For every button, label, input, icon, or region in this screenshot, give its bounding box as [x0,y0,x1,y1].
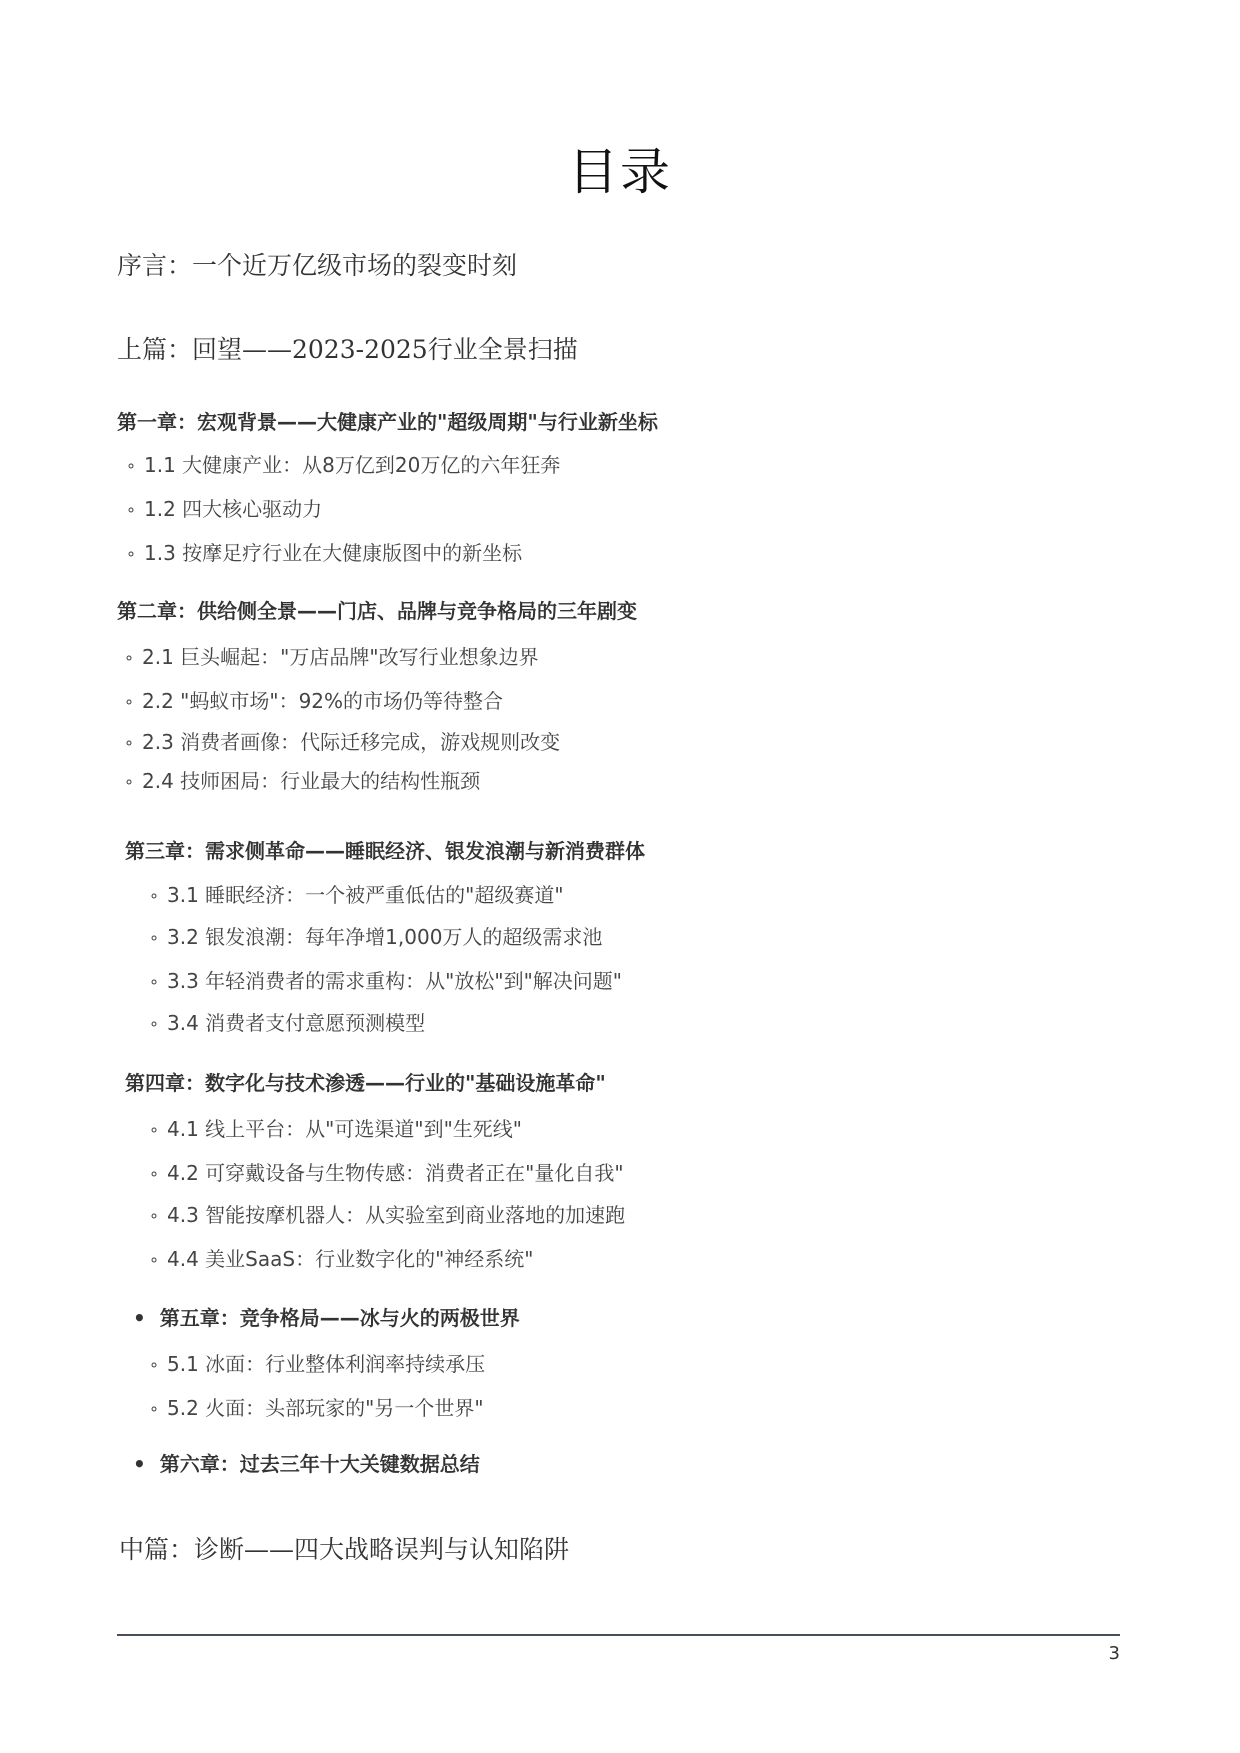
toc-part-1[interactable]: 上篇：回望——2023-2025行业全景扫描 [117,335,578,364]
toc-chapter-5[interactable]: • 第五章：竞争格局——冰与火的两极世界 [133,1306,520,1330]
toc-section-3-2[interactable]: ∘ 3.2 银发浪潮：每年净增1,000万人的超级需求池 [149,925,603,949]
toc-section-1-3[interactable]: ∘ 1.3 按摩足疗行业在大健康版图中的新坐标 [126,541,523,565]
footer-divider [117,1634,1120,1636]
toc-section-5-1[interactable]: ∘ 5.1 冰面：行业整体利润率持续承压 [149,1352,486,1376]
bullet-ring-icon: ∘ [124,733,135,752]
bullet-ring-icon: ∘ [149,1014,160,1033]
toc-section-3-3[interactable]: ∘ 3.3 年轻消费者的需求重构：从"放松"到"解决问题" [149,969,622,993]
bullet-ring-icon: ∘ [149,1250,160,1269]
toc-preface[interactable]: 序言：一个近万亿级市场的裂变时刻 [117,251,518,280]
toc-section-4-4[interactable]: ∘ 4.4 美业SaaS：行业数字化的"神经系统" [149,1247,534,1271]
toc-chapter-2[interactable]: 第二章：供给侧全景——门店、品牌与竞争格局的三年剧变 [117,599,637,623]
bullet-ring-icon: ∘ [149,928,160,947]
toc-chapter-1[interactable]: 第一章：宏观背景——大健康产业的"超级周期"与行业新坐标 [117,410,658,434]
bullet-ring-icon: ∘ [149,886,160,905]
toc-section-3-1[interactable]: ∘ 3.1 睡眠经济：一个被严重低估的"超级赛道" [149,883,564,907]
toc-section-5-2[interactable]: ∘ 5.2 火面：头部玩家的"另一个世界" [149,1396,484,1420]
toc-section-2-1[interactable]: ∘ 2.1 巨头崛起："万店品牌"改写行业想象边界 [124,645,539,669]
bullet-ring-icon: ∘ [149,1164,160,1183]
toc-chapter-4[interactable]: 第四章：数字化与技术渗透——行业的"基础设施革命" [125,1071,606,1095]
bullet-ring-icon: ∘ [149,1120,160,1139]
page-number: 3 [1108,1643,1120,1664]
bullet-ring-icon: ∘ [124,772,135,791]
page-title: 目录 [568,143,672,201]
toc-part-2[interactable]: 中篇：诊断——四大战略误判与认知陷阱 [119,1535,570,1564]
bullet-ring-icon: ∘ [126,456,137,475]
toc-section-4-3[interactable]: ∘ 4.3 智能按摩机器人：从实验室到商业落地的加速跑 [149,1203,626,1227]
bullet-dot-icon: • [133,1306,146,1330]
toc-section-1-2[interactable]: ∘ 1.2 四大核心驱动力 [126,497,323,521]
bullet-ring-icon: ∘ [126,500,137,519]
toc-section-4-2[interactable]: ∘ 4.2 可穿戴设备与生物传感：消费者正在"量化自我" [149,1161,624,1185]
toc-chapter-6[interactable]: • 第六章：过去三年十大关键数据总结 [133,1452,480,1476]
toc-section-2-2[interactable]: ∘ 2.2 "蚂蚁市场"：92%的市场仍等待整合 [124,689,504,713]
bullet-ring-icon: ∘ [149,1355,160,1374]
bullet-ring-icon: ∘ [149,1206,160,1225]
toc-section-1-1[interactable]: ∘ 1.1 大健康产业：从8万亿到20万亿的六年狂奔 [126,453,561,477]
bullet-ring-icon: ∘ [149,972,160,991]
bullet-ring-icon: ∘ [124,648,135,667]
bullet-ring-icon: ∘ [149,1399,160,1418]
toc-chapter-3[interactable]: 第三章：需求侧革命——睡眠经济、银发浪潮与新消费群体 [125,839,645,863]
bullet-dot-icon: • [133,1452,146,1476]
toc-section-2-4[interactable]: ∘ 2.4 技师困局：行业最大的结构性瓶颈 [124,769,481,793]
bullet-ring-icon: ∘ [124,692,135,711]
toc-section-2-3[interactable]: ∘ 2.3 消费者画像：代际迁移完成，游戏规则改变 [124,730,561,754]
bullet-ring-icon: ∘ [126,544,137,563]
toc-section-3-4[interactable]: ∘ 3.4 消费者支付意愿预测模型 [149,1011,426,1035]
toc-section-4-1[interactable]: ∘ 4.1 线上平台：从"可选渠道"到"生死线" [149,1117,522,1141]
